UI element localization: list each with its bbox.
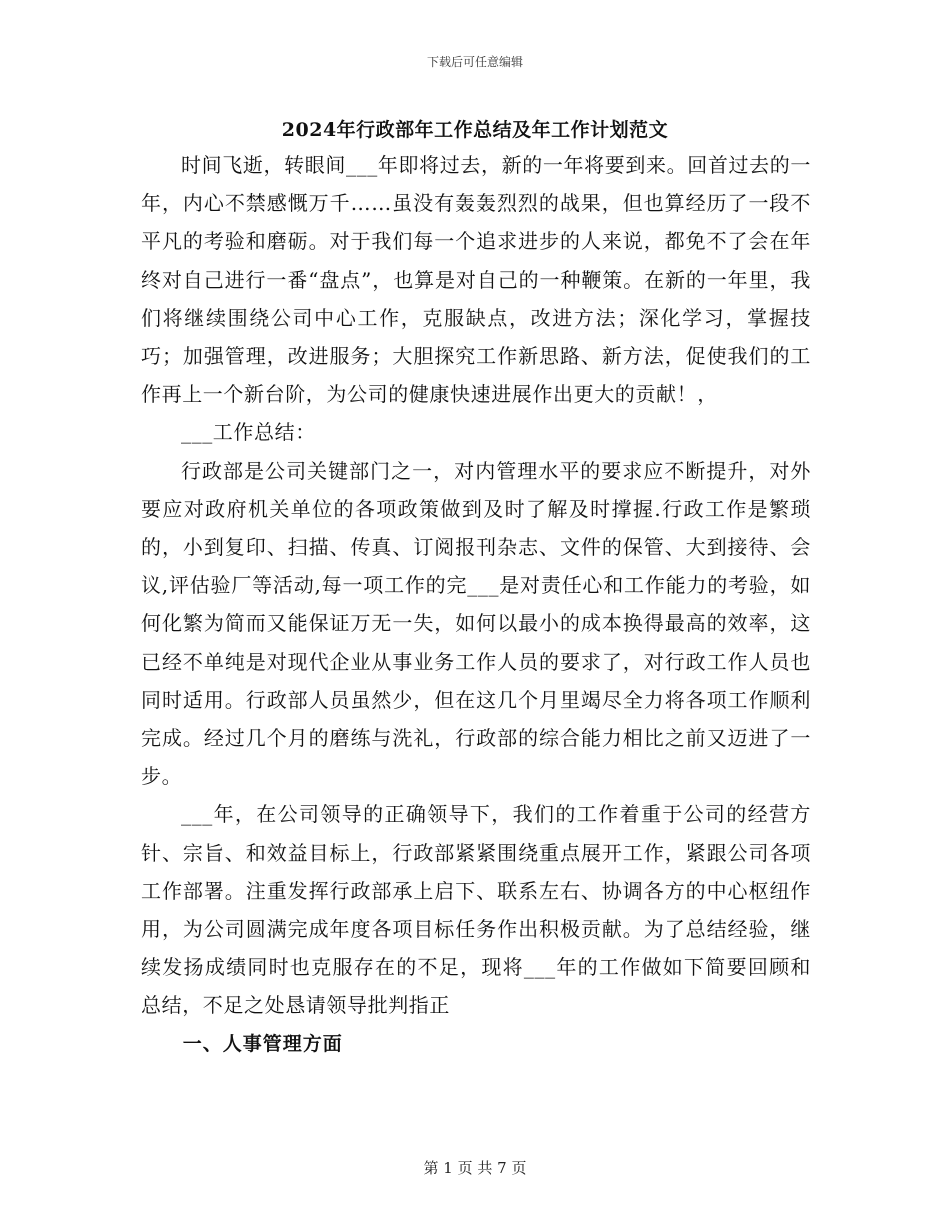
annual-review-paragraph: ___年，在公司领导的正确领导下，我们的工作着重于公司的经营方针、宗旨、和效益目标上，行政部紧紧围绕重点展开工作，紧跟公司各项工作部署。注重发挥行政部承上启下、联系左右、协调各方的中心枢纽作用，为公司圆满完成年度各项目标任务作出积极贡献。为了总结经验，继续发扬成绩同时也克服存在的不足，现将___年的工作做如下简要回顾和总结，不足之处恳请领导批判指正 — [141, 802, 811, 1018]
section-heading-hr: 一、人事管理方面 — [182, 1032, 343, 1055]
header-note: 下载后可任意编辑 — [426, 55, 523, 69]
work-summary-label: ___工作总结： — [181, 420, 316, 445]
admin-dept-paragraph: 行政部是公司关键部门之一，对内管理水平的要求应不断提升，对外要应对政府机关单位的各项政策做到及时了解及时撑握.行政工作是繁琐的，小到复印、扫描、传真、订阅报刊杂志、文件的保管、大到接待、会议,评估验厂等活动,每一项工作的完___是对责任心和工作能力的考验，如何化繁为简而又能保证万无一失，如何以最小的成本换得最高的效率，这已经不单纯是对现代企业从事业务工作人员的要求了，对行政工作人员也同时适用。行政部人员虽然少，但在这几个月里竭尽全力将各项工作顺利完成。经过几个月的磨练与洗礼，行政部的综合能力相比之前又迈进了一步。 — [141, 458, 811, 789]
document-title: 2024年行政部年工作总结及年工作计划范文 — [281, 119, 669, 141]
document-body — [141, 146, 811, 1063]
intro-paragraph: 时间飞逝，转眼间___年即将过去，新的一年将要到来。回首过去的一年，内心不禁感慨万千……虽没有轰轰烈烈的战果，但也算经历了一段不平凡的考验和磨砺。对于我们每一个追求进步的人来说，都免不了会在年终对自己进行一番“盘点”，也算是对自己的一种鞭策。在新的一年里，我们将继续围绕公司中心工作，克服缺点，改进方法；深化学习，掌握技巧；加强管理，改进服务；大胆探究工作新思路、新方法，促使我们的工作再上一个新台阶，为公司的健康快速进展作出更大的贡献！， — [141, 153, 811, 407]
page-number-footer: 第 1 页 共 7 页 — [423, 1159, 527, 1177]
